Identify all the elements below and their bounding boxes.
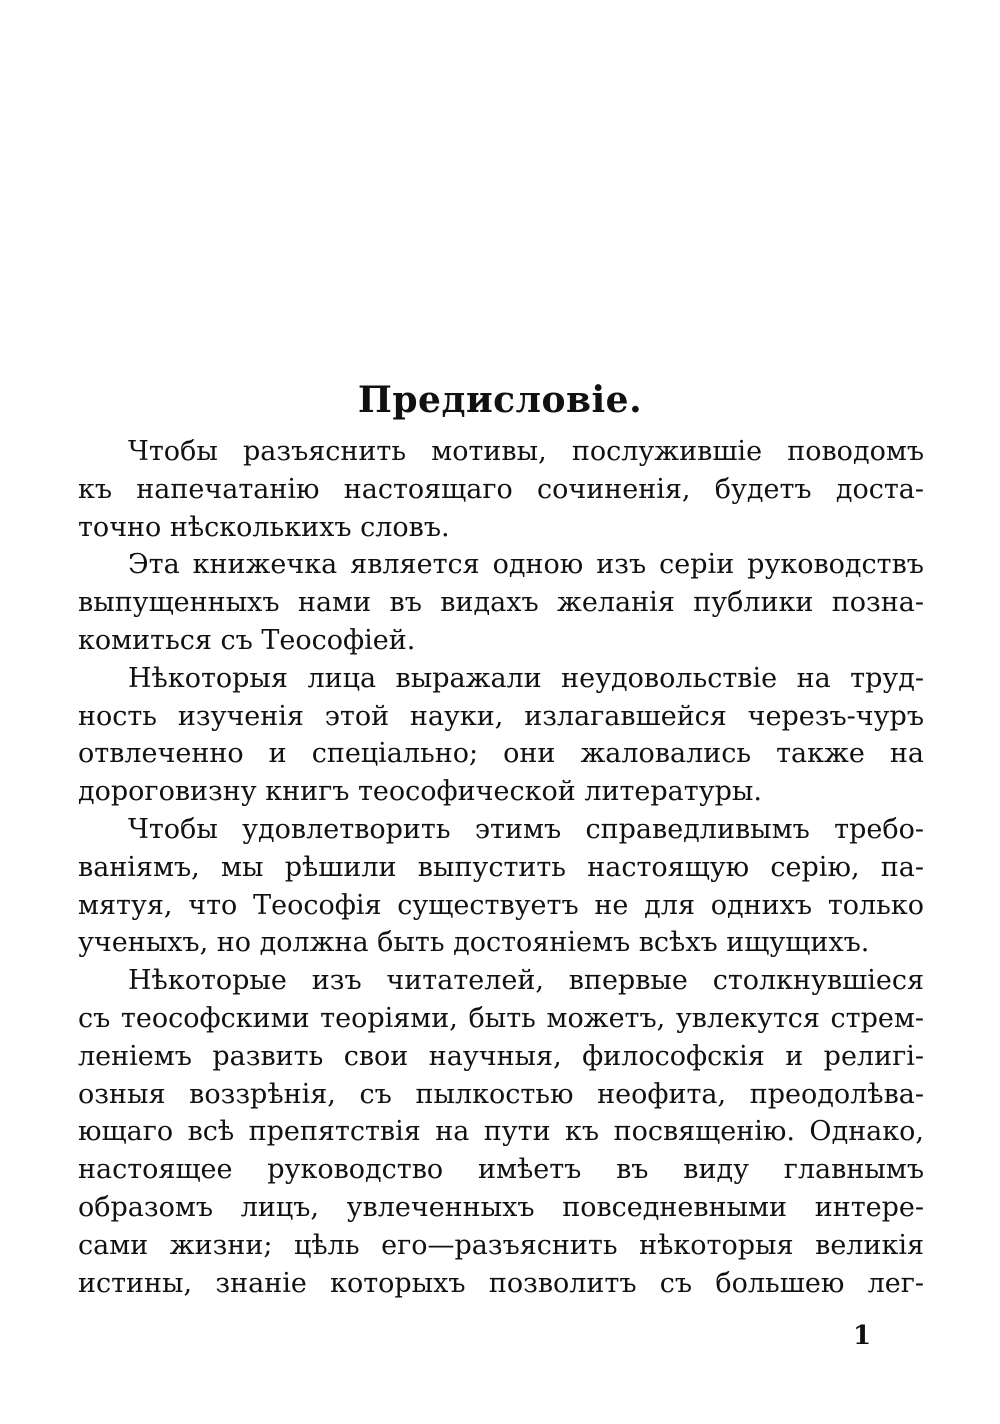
text-line: мятуя, что Теософія существуетъ не для однихъ только — [78, 889, 924, 921]
text-line: къ напечатанію настоящаго сочиненія, будетъ доста- — [78, 473, 924, 505]
text-line: образомъ лицъ, увлеченныхъ повседневными интере- — [78, 1191, 924, 1223]
paragraph — [78, 962, 924, 1302]
text-line: Чтобы удовлетворить этимъ справедливымъ требо- — [128, 813, 924, 845]
text-line: Нѣкоторыя лица выражали неудовольствіе на труд- — [128, 662, 924, 694]
text-line: выпущенныхъ нами въ видахъ желанія публики позна- — [78, 587, 924, 619]
text-line: истины, знаніе которыхъ позволитъ съ большею лег- — [78, 1267, 924, 1299]
text-line: Чтобы разъяснить мотивы, послужившіе поводомъ — [128, 436, 924, 467]
text-line: Эта книжечка является одною изъ серіи руководствъ — [128, 549, 924, 581]
text-line: ваніямъ, мы рѣшили выпустить настоящую серію, па- — [78, 851, 924, 883]
page-number: 1 — [852, 1321, 872, 1351]
text-line: сами жизни; цѣль его—разъяснить нѣкоторыя великія — [78, 1229, 924, 1261]
text-line: отвлеченно и спеціально; они жаловались также на — [78, 738, 924, 770]
text-line: Нѣкоторые изъ читателей, впервые столкнувшіеся — [128, 965, 924, 997]
text-line: леніемъ развить свои научныя, философскія и религі- — [78, 1040, 924, 1072]
text-line: ность изученія этой науки, излагавшейся черезъ-чуръ — [78, 700, 924, 732]
body-text — [78, 433, 924, 1302]
paragraph — [78, 660, 924, 811]
paragraph — [78, 433, 924, 546]
text-line: съ теософскими теоріями, быть можетъ, увлекутся стрем- — [78, 1002, 924, 1034]
text-line: озныя воззрѣнія, съ пылкостью неофита, преодолѣва- — [78, 1078, 924, 1110]
text-line: дороговизну книгъ теософической литературы. — [78, 776, 762, 808]
text-line: комиться съ Теософіей. — [78, 624, 416, 656]
text-line: настоящее руководство имѣетъ въ виду главнымъ — [78, 1154, 924, 1186]
text-line: ющаго всѣ препятствія на пути къ посвященію. Однако, — [78, 1116, 924, 1148]
paragraph — [78, 546, 924, 659]
page-title: Предисловіе. — [357, 379, 643, 422]
paragraph — [78, 811, 924, 962]
text-line: точно нѣсколькихъ словъ. — [78, 511, 450, 543]
text-line: ученыхъ, но должна быть достояніемъ всѣхъ ищущихъ. — [78, 927, 870, 959]
